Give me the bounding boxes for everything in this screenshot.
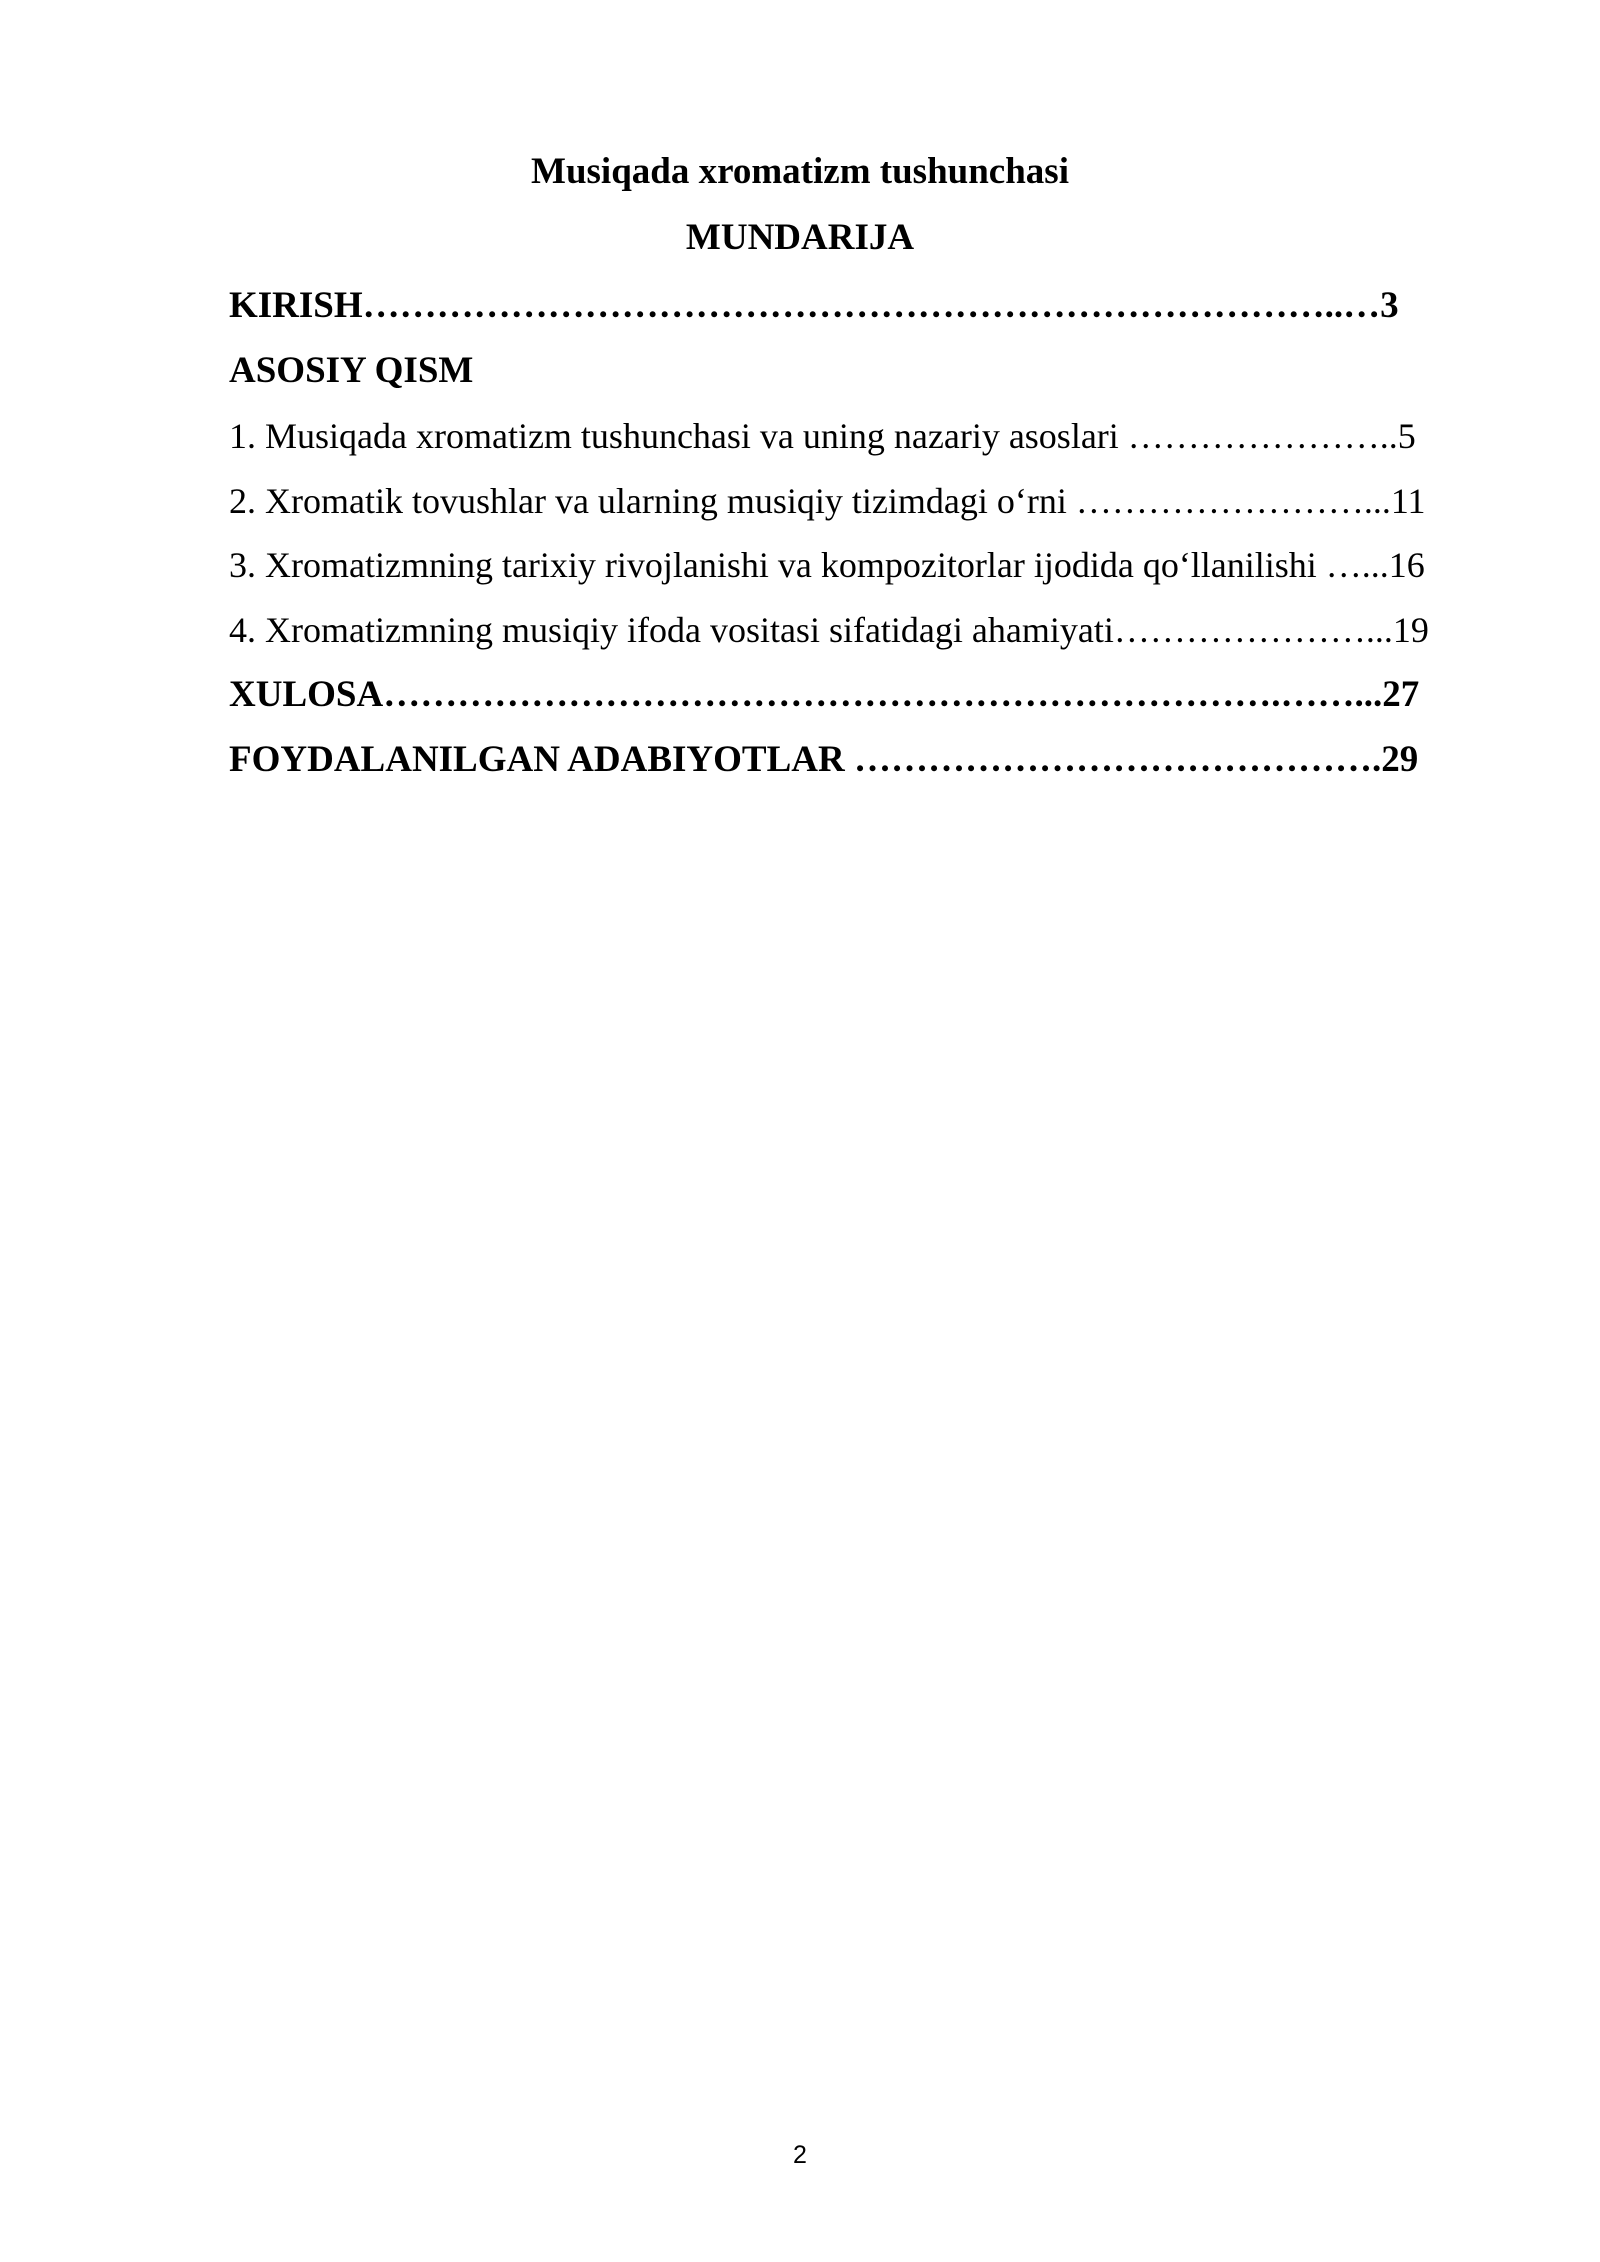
toc-entry-adabiyotlar: FOYDALANILGAN ADABIYOTLAR …………………………………….29 <box>229 739 1419 780</box>
page-number: 2 <box>793 2141 807 2169</box>
toc-entry-3: 3. Xromatizmning tarixiy rivojlanishi va kompozitorlar ijodida qo‘llanilishi …...16 <box>229 545 1425 585</box>
document-title: Musiqada xromatizm tushunchasi <box>531 151 1069 192</box>
toc-entry-xulosa: XULOSA……………………………………………………………….……...27 <box>229 674 1420 715</box>
toc-entry-1: 1. Musiqada xromatizm tushunchasi va uning nazariy asoslari …………………..5 <box>229 416 1416 456</box>
toc-heading: MUNDARIJA <box>685 217 915 258</box>
toc-entry-4: 4. Xromatizmning musiqiy ifoda vositasi sifatidagi ahamiyati…………………...19 <box>229 610 1429 650</box>
toc-entry-2: 2. Xromatik tovushlar va ularning musiqiy tizimdagi o‘rni ……………………...11 <box>229 481 1426 521</box>
toc-section-asosiy-qism: ASOSIY QISM <box>229 350 474 391</box>
toc-entry-kirish: KIRISH……………………………………………………………………..…3 <box>229 285 1399 326</box>
